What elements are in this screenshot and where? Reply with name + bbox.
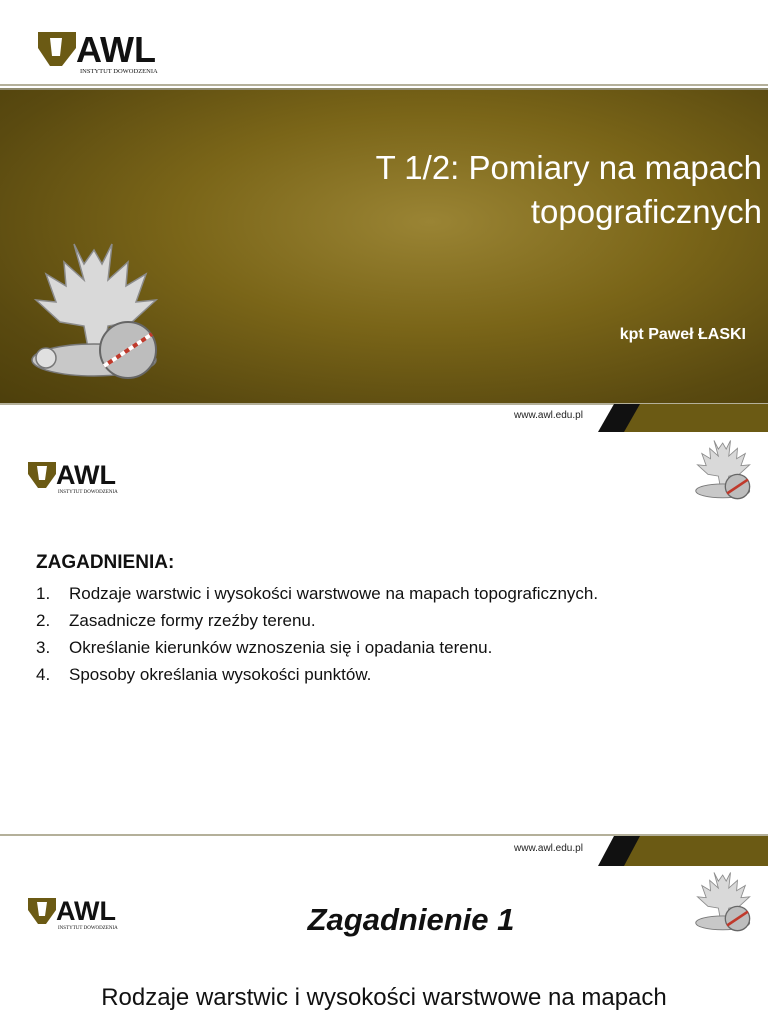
section-heading: Zagadnienie 1 bbox=[307, 902, 515, 937]
footer-bar bbox=[598, 836, 768, 866]
item-text: Określanie kierunków wznoszenia się i opadania terenu. bbox=[69, 638, 493, 657]
footer-website[interactable]: www.awl.edu.pl bbox=[514, 410, 583, 421]
item-number: 3. bbox=[36, 638, 51, 657]
awl-logo bbox=[36, 26, 182, 76]
logo-text: AWL bbox=[56, 460, 116, 490]
logo-subtitle: INSTYTUT DOWODZENIA bbox=[80, 68, 158, 75]
list-item bbox=[36, 580, 598, 607]
title-slide bbox=[0, 0, 768, 432]
item-number: 1. bbox=[36, 584, 51, 603]
topics-slide bbox=[0, 432, 768, 836]
item-text: Rodzaje warstwic i wysokości warstwowe na mapach topograficznych. bbox=[69, 584, 599, 603]
section-slide bbox=[0, 836, 768, 1024]
topics-list bbox=[36, 580, 598, 688]
divider-line bbox=[0, 84, 768, 86]
awl-logo bbox=[26, 456, 130, 496]
section-subtitle: Rodzaje warstwic i wysokości warstwowe na mapach bbox=[101, 984, 667, 1011]
footer-bar bbox=[598, 404, 768, 432]
list-item bbox=[36, 661, 598, 688]
eagle-emblem-icon bbox=[694, 438, 754, 506]
eagle-emblem-icon bbox=[28, 240, 166, 388]
list-item bbox=[36, 607, 598, 634]
item-text: Sposoby określania wysokości punktów. bbox=[69, 665, 372, 684]
logo-subtitle: INSTYTUT DOWODZENIA bbox=[58, 490, 118, 495]
logo-text: AWL bbox=[76, 29, 156, 70]
logo-subtitle: INSTYTUT DOWODZENIA bbox=[58, 926, 118, 931]
logo-text: AWL bbox=[56, 896, 116, 926]
item-number: 4. bbox=[36, 665, 51, 684]
item-number: 2. bbox=[36, 611, 51, 630]
presentation-title: T 1/2: Pomiary na mapach topograficznych bbox=[375, 149, 762, 230]
list-item bbox=[36, 634, 598, 661]
author-name: kpt Paweł ŁASKI bbox=[619, 326, 746, 343]
item-text: Zasadnicze formy rzeźby terenu. bbox=[69, 611, 316, 630]
topics-heading: ZAGADNIENIA: bbox=[36, 552, 175, 573]
footer-website[interactable]: www.awl.edu.pl bbox=[514, 843, 583, 854]
